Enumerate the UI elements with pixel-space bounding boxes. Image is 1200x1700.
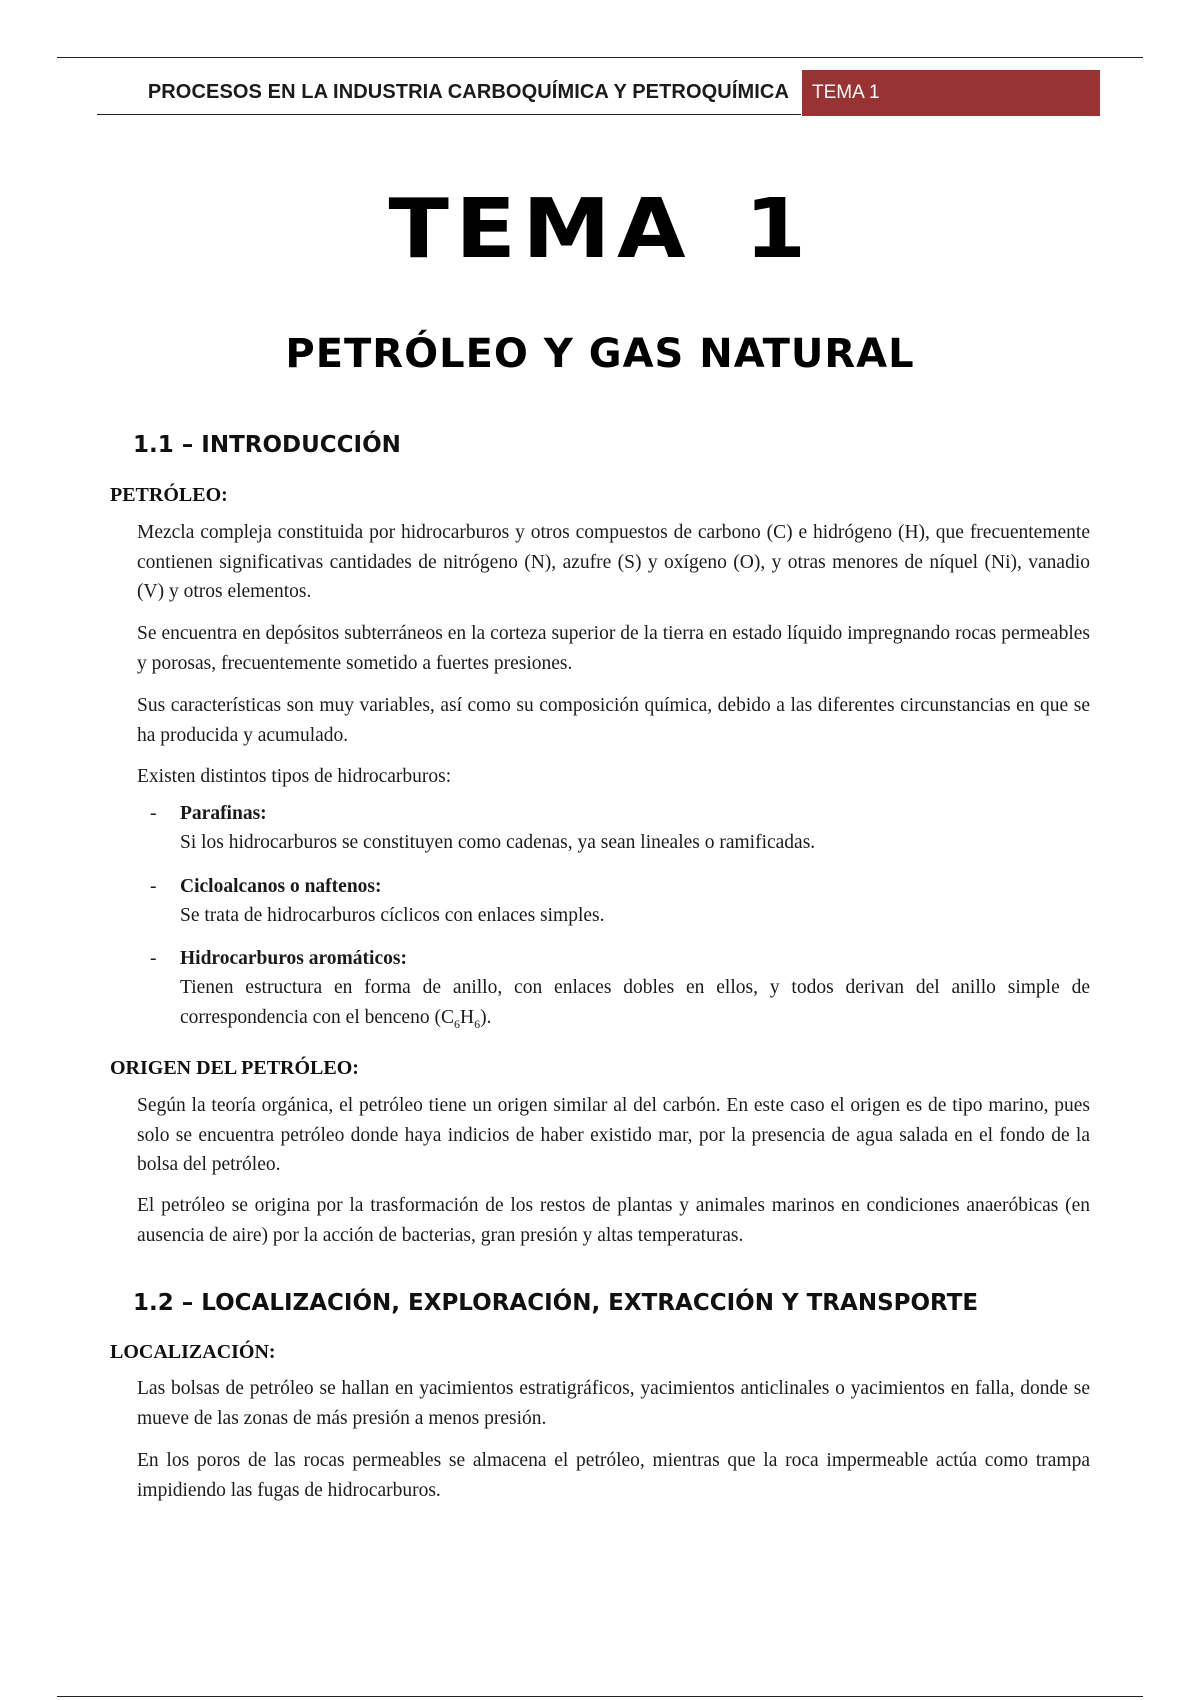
paragraph-petroleo-caracteristicas: Sus características son muy variables, así como su composición química, debido a las diferentes circunstancias en que se ha producida y acumulado. — [137, 695, 1090, 746]
header-title: PROCESOS EN LA INDUSTRIA CARBOQUÍMICA Y PETROQUÍMICA — [97, 70, 801, 115]
paragraph-origen-teoria-organica: Según la teoría orgánica, el petróleo tiene un origen similar al del carbón. En este caso el origen es de tipo marino, pues solo se encuentra petróleo donde haya indicios de haber existido mar, por la presencia de agua salada en el fondo de la bolsa del petróleo. — [137, 1095, 1090, 1175]
paragraph-petroleo-depositos: Se encuentra en depósitos subterráneos en la corteza superior de la tierra en estado líquido impregnando rocas permeables y porosas, frecuentemente sometido a fuertes presiones. — [137, 623, 1090, 674]
formula-close: ). — [480, 1006, 492, 1028]
benzene-formula — [434, 1006, 492, 1031]
bullet-term-aromaticos: Hidrocarburos aromáticos: — [180, 948, 407, 969]
aromaticos-description-text: Tienen estructura en forma de anillo, con enlaces dobles en ellos, y todos derivan del anillo simple de correspondencia con el benceno — [180, 977, 1090, 1028]
section-heading-localizacion-exploracion: 1.2 – LOCALIZACIÓN, EXPLORACIÓN, EXTRACCIÓN Y TRANSPORTE — [133, 1290, 979, 1316]
document-title: TEMA 1 — [388, 182, 813, 277]
bullet-description-parafinas: Si los hidrocarburos se constituyen como cadenas, ya sean lineales o ramificadas. — [180, 832, 816, 853]
bullet-term-parafinas: Parafinas: — [180, 803, 267, 824]
formula-open: (C — [434, 1006, 454, 1028]
paragraph-tipos-hidrocarburos: Existen distintos tipos de hidrocarburos: — [137, 766, 452, 787]
paragraph-origen-transformacion: El petróleo se origina por la trasformación de los restos de plantas y animales marinos en condiciones anaeróbicas (en ausencia de aire) por la acción de bacterias, gran presión y altas temperaturas. — [137, 1195, 1090, 1246]
paragraph-petroleo-definicion: Mezcla compleja constituida por hidrocarburos y otros compuestos de carbono (C) e hidrógeno (H), que frecuentemente contienen significativas cantidades de nitrógeno (N), azufre (S) y oxígeno (O), y otras menores de níquel (Ni), vanadio (V) y otros elementos. — [137, 522, 1090, 602]
subheading-localizacion: LOCALIZACIÓN: — [110, 1341, 276, 1363]
paragraph-localizacion-bolsas: Las bolsas de petróleo se hallan en yacimientos estratigráficos, yacimientos anticlinales o yacimientos en falla, donde se mueve de las zonas de más presión a menos presión. — [137, 1378, 1090, 1429]
bullet-description-cicloalcanos: Se trata de hidrocarburos cíclicos con enlaces simples. — [180, 905, 605, 926]
bullet-dash: - — [150, 876, 157, 897]
paragraph-localizacion-rocas: En los poros de las rocas permeables se almacena el petróleo, mientras que la roca impermeable actúa como trampa impidiendo las fugas de hidrocarburos. — [137, 1450, 1090, 1501]
subheading-origen-petroleo: ORIGEN DEL PETRÓLEO: — [110, 1057, 359, 1079]
section-heading-introduccion: 1.1 – INTRODUCCIÓN — [133, 432, 401, 458]
subheading-petroleo: PETRÓLEO: — [110, 484, 228, 506]
page-header — [97, 70, 1102, 117]
bullet-dash: - — [150, 803, 157, 824]
document-subtitle: PETRÓLEO Y GAS NATURAL — [285, 331, 915, 377]
formula-subscript-hydrogen: 6 — [474, 1016, 481, 1031]
bullet-dash: - — [150, 948, 157, 969]
top-rule — [57, 57, 1143, 58]
formula-hydrogen: H — [459, 1006, 475, 1028]
formula-subscript-carbon: 6 — [453, 1016, 460, 1031]
bullet-description-aromaticos — [180, 973, 1090, 1032]
bottom-rule — [57, 1696, 1143, 1697]
bullet-term-cicloalcanos: Cicloalcanos o naftenos: — [180, 876, 382, 897]
header-chapter-badge: TEMA 1 — [802, 70, 1100, 116]
